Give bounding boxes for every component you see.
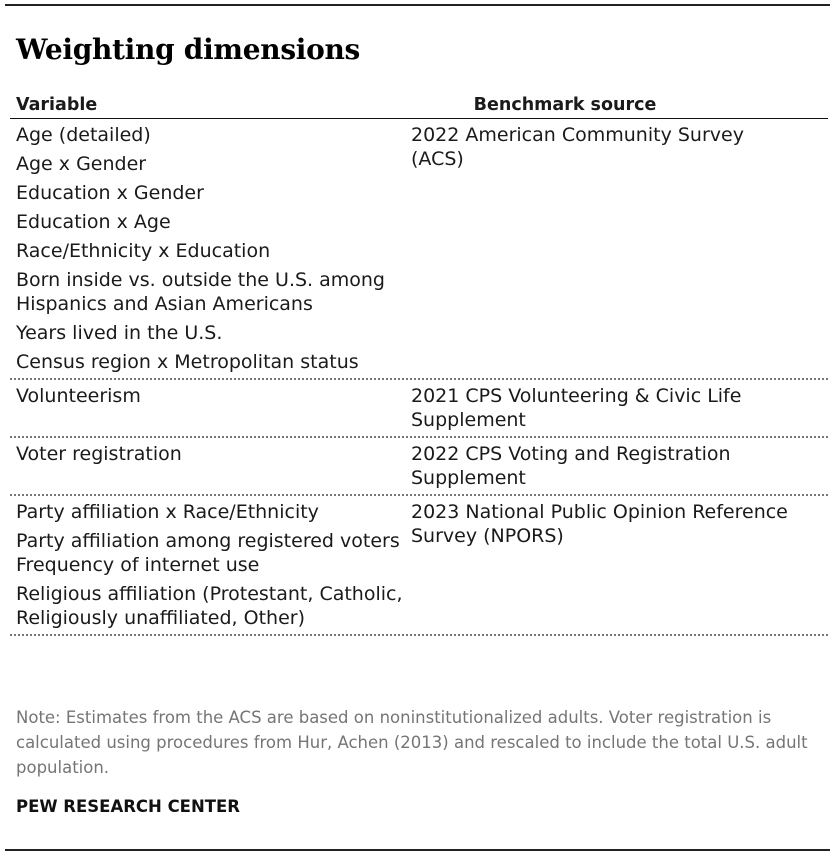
table-header — [10, 93, 828, 119]
variable-item: Party affiliation among registered voters Frequency of internet use — [16, 530, 400, 576]
variable-item: Volunteerism — [16, 385, 141, 407]
variable-item: Age (detailed) — [16, 124, 151, 146]
benchmark-cell: 2023 National Public Opinion Reference Survey (NPORS) — [411, 501, 788, 547]
variable-item: Years lived in the U.S. — [16, 322, 223, 344]
variable-cell — [10, 442, 411, 490]
benchmark-cell: 2021 CPS Volunteering & Civic Life Supplement — [411, 385, 742, 431]
variable-item: Race/Ethnicity x Education — [16, 240, 271, 262]
variable-item: Voter registration — [16, 443, 182, 465]
top-rule — [5, 4, 830, 6]
variable-item: Education x Gender — [16, 182, 204, 204]
variable-item: Party affiliation x Race/Ethnicity — [16, 501, 319, 523]
table-row — [10, 438, 828, 496]
table-row — [10, 380, 828, 438]
benchmark-header: Benchmark source — [473, 95, 657, 115]
benchmark-cell: 2022 CPS Voting and Registration Supplement — [411, 443, 731, 489]
variable-item: Born inside vs. outside the U.S. among Hispanics and Asian Americans — [16, 269, 385, 315]
table-row — [10, 119, 828, 380]
variable-cell — [10, 123, 411, 374]
variable-item: Census region x Metropolitan status — [16, 351, 359, 373]
variable-item: Education x Age — [16, 211, 171, 233]
variable-cell — [10, 384, 411, 432]
table-row — [10, 496, 828, 636]
weighting-table — [10, 93, 828, 636]
variable-item: Religious affiliation (Protestant, Catholic, Religiously unaffiliated, Other) — [16, 583, 403, 629]
variable-item: Age x Gender — [16, 153, 147, 175]
variable-header: Variable — [16, 95, 98, 115]
source-credit: PEW RESEARCH CENTER — [16, 797, 240, 816]
variable-cell — [10, 500, 411, 630]
footnote: Note: Estimates from the ACS are based on noninstitutionalized adults. Voter registration is calculated using procedures from Hur, Achen (2013) and rescaled to include the total U.S. adult population. — [16, 708, 808, 777]
benchmark-cell: 2022 American Community Survey (ACS) — [411, 124, 744, 170]
page-title: Weighting dimensions — [16, 33, 361, 66]
bottom-rule — [5, 849, 830, 851]
